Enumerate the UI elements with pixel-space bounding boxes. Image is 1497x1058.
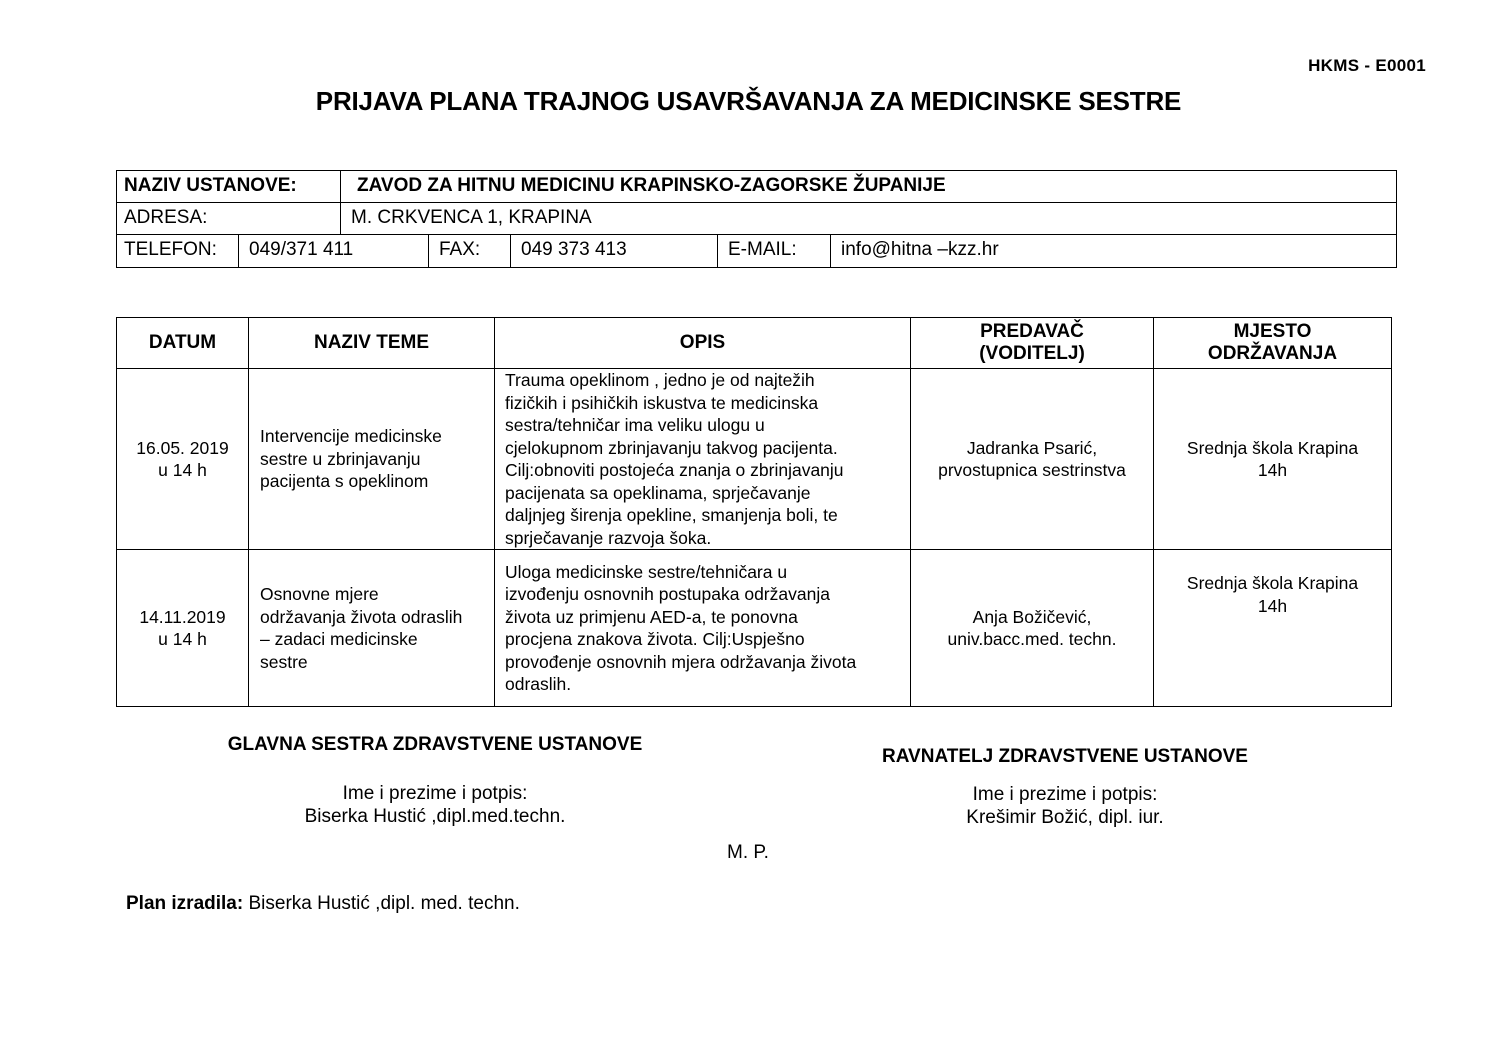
head-nurse-name-label: Ime i prezime i potpis: xyxy=(342,783,528,804)
plan-author-line xyxy=(126,893,520,915)
row-mjesto xyxy=(1154,369,1392,550)
datum-line2: u 14 h xyxy=(158,460,207,480)
header-predavac xyxy=(911,318,1154,369)
header-naziv-teme: NAZIV TEME xyxy=(249,318,495,369)
opis-line: Trauma opeklinom , jedno je od najtežih xyxy=(505,370,815,390)
header-predavac-line2: (VODITELJ) xyxy=(979,343,1085,364)
opis-line: odraslih. xyxy=(505,674,572,694)
opis-line: provođenje osnovnih mjera održavanja života xyxy=(505,651,857,672)
opis-line: fizičkih i psihičkih iskustva te medicinska xyxy=(505,392,819,413)
tema-line: Osnovne mjere xyxy=(260,584,379,604)
opis-line: sprječavanje razvoja šoka. xyxy=(505,527,712,548)
opis-line: procjena znakova života. Cilj:Uspješno xyxy=(505,629,805,649)
mjesto-line2: 14h xyxy=(1257,595,1288,616)
opis-line: daljnjeg širenja opekline, smanjenja boli, te xyxy=(505,505,838,525)
director-name-label: Ime i prezime i potpis: xyxy=(972,784,1158,805)
plan-author-value: Biserka Hustić ,dipl. med. techn. xyxy=(248,893,520,914)
opis-line: života uz primjenu AED-a, te ponovna xyxy=(505,606,798,627)
mjesto-line2: 14h xyxy=(1257,460,1288,480)
row-tema xyxy=(249,369,495,550)
table-header-row xyxy=(117,318,1392,369)
institution-address-label: ADRESA: xyxy=(117,203,341,234)
phone-value: 049/371 411 xyxy=(239,235,429,267)
row-opis xyxy=(495,369,911,550)
institution-contact-row xyxy=(117,235,1396,267)
phone-label: TELEFON: xyxy=(117,235,239,267)
institution-info-table xyxy=(116,170,1397,268)
tema-line: održavanja života odraslih xyxy=(260,606,463,627)
director-title: RAVNATELJ ZDRAVSTVENE USTANOVE xyxy=(882,746,1248,767)
opis-line: cjelokupnom zbrinjavanju takvog pacijenta. xyxy=(505,437,838,458)
tema-line: Intervencije medicinske xyxy=(260,426,442,447)
email-value: info@hitna –kzz.hr xyxy=(841,239,999,260)
stamp-placeholder: M. P. xyxy=(727,842,769,863)
tema-line: pacijenta s opeklinom xyxy=(260,471,429,492)
table-row xyxy=(117,369,1392,550)
tema-line: sestre xyxy=(260,651,308,672)
institution-name-row xyxy=(117,171,1396,203)
opis-line: Uloga medicinske sestre/tehničara u xyxy=(505,561,788,582)
table-row xyxy=(117,550,1392,707)
fax-value: 049 373 413 xyxy=(511,235,718,267)
head-nurse-signature-block xyxy=(180,734,690,828)
training-schedule-table xyxy=(116,317,1392,707)
institution-name-label: NAZIV USTANOVE: xyxy=(117,171,341,202)
header-mjesto-line2: ODRŽAVANJA xyxy=(1207,343,1338,364)
document-code: HKMS - E0001 xyxy=(1308,56,1426,75)
header-predavac-line1: PREDAVAČ xyxy=(980,321,1084,342)
datum-line1: 14.11.2019 xyxy=(139,606,226,627)
row-mjesto xyxy=(1154,550,1392,707)
tema-line: – zadaci medicinske xyxy=(260,629,418,649)
opis-line: Cilj:obnoviti postojeća znanja o zbrinjavanju xyxy=(505,460,844,480)
director-signature-block xyxy=(840,746,1290,829)
mjesto-line1: Srednja škola Krapina xyxy=(1186,437,1359,458)
opis-line: izvođenju osnovnih postupaka održavanja xyxy=(505,584,830,604)
predavac-line1: Anja Božičević, xyxy=(972,606,1092,627)
institution-address-row xyxy=(117,203,1396,235)
director-name: Krešimir Božić, dipl. iur. xyxy=(966,807,1164,828)
header-datum: DATUM xyxy=(117,318,249,369)
opis-line: pacijenata sa opeklinama, sprječavanje xyxy=(505,482,811,503)
mjesto-line1: Srednja škola Krapina xyxy=(1186,573,1359,593)
header-mjesto xyxy=(1154,318,1392,369)
head-nurse-title: GLAVNA SESTRA ZDRAVSTVENE USTANOVE xyxy=(227,734,643,755)
row-predavac xyxy=(911,369,1154,550)
datum-line2: u 14 h xyxy=(158,629,207,649)
datum-line1: 16.05. 2019 xyxy=(136,437,229,458)
plan-author-label: Plan izradila: xyxy=(126,893,244,914)
row-opis xyxy=(495,550,911,707)
predavac-line1: Jadranka Psarić, xyxy=(966,437,1098,458)
head-nurse-name: Biserka Hustić ,dipl.med.techn. xyxy=(304,806,566,827)
header-mjesto-line1: MJESTO xyxy=(1233,321,1312,342)
predavac-line2: prvostupnica sestrinstva xyxy=(938,460,1126,480)
opis-line: sestra/tehničar ima veliku ulogu u xyxy=(505,415,765,435)
row-predavac xyxy=(911,550,1154,707)
institution-address-value: M. CRKVENCA 1, KRAPINA xyxy=(351,207,592,228)
row-datum xyxy=(117,369,249,550)
document-title: PRIJAVA PLANA TRAJNOG USAVRŠAVANJA ZA MEDICINSKE SESTRE xyxy=(315,86,1182,116)
tema-line: sestre u zbrinjavanju xyxy=(260,448,421,469)
institution-name-value: ZAVOD ZA HITNU MEDICINU KRAPINSKO-ZAGORSKE ŽUPANIJE xyxy=(357,175,946,196)
row-datum xyxy=(117,550,249,707)
header-opis: OPIS xyxy=(495,318,911,369)
predavac-line2: univ.bacc.med. techn. xyxy=(947,629,1117,649)
row-tema xyxy=(249,550,495,707)
fax-label: FAX: xyxy=(429,235,511,267)
email-label: E-MAIL: xyxy=(718,235,831,267)
